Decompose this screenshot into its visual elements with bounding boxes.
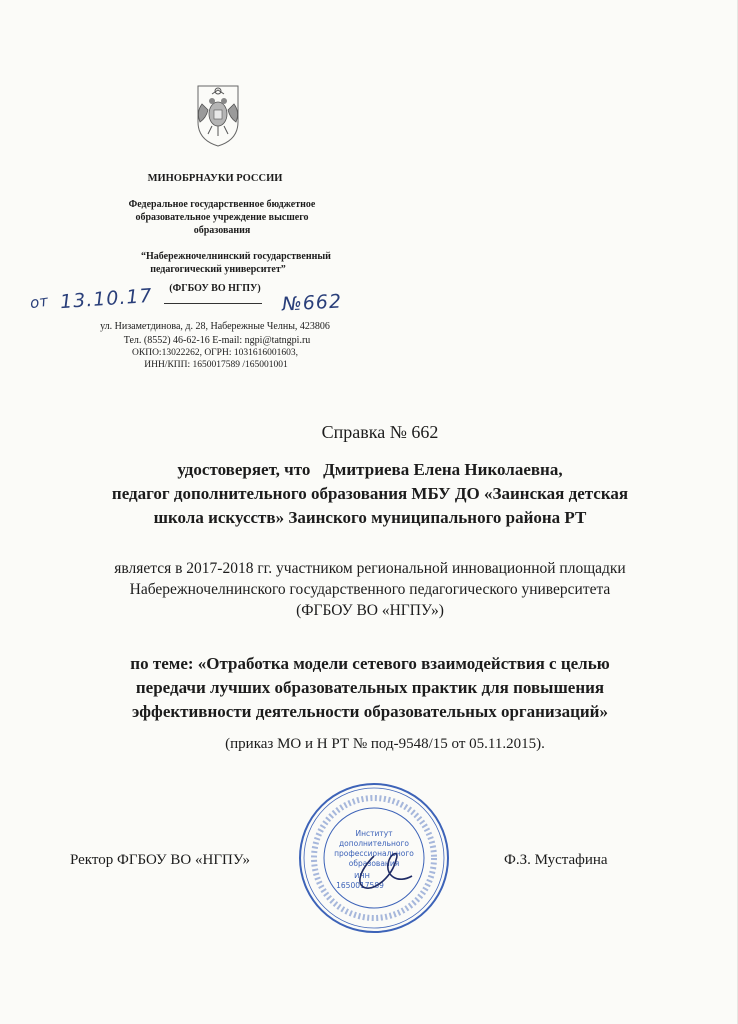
seal-center-line: профессионального: [334, 849, 414, 858]
signature-position: Ректор ФГБОУ ВО «НГПУ»: [70, 852, 250, 868]
university-line-2: педагогический университет”: [150, 264, 286, 275]
seal-inn-label: ИНН: [354, 872, 370, 880]
certifies-line: удостоверяет, что Дмитриева Елена Николаевна,: [177, 460, 563, 479]
topic-paragraph: [40, 652, 700, 724]
address-line: ул. Низаметдинова, д. 28, Набережные Челны, 423806: [100, 321, 330, 332]
topic-line: по теме: «Отработка модели сетевого взаимодействия с целью: [130, 654, 610, 673]
university-abbr: (ФГБОУ ВО НГПУ): [169, 283, 261, 294]
certifies-line: педагог дополнительного образования МБУ ДО «Заинская детская: [111, 484, 629, 503]
okpo-line: ОКПО:13022262, ОГРН: 1031616001603,: [132, 348, 298, 358]
org-line-2: образовательное учреждение высшего: [135, 212, 309, 223]
order-reference: (приказ МО и Н РТ № под-9548/15 от 05.11.2015).: [225, 736, 545, 752]
registration-rule: [164, 303, 262, 304]
certifies-line: школа искусств» Заинского муниципального района РТ: [153, 508, 587, 527]
org-line-3: образования: [193, 225, 251, 236]
participant-line: (ФГБОУ ВО «НГПУ»): [296, 602, 444, 619]
registration-date: 13.10.17: [59, 284, 154, 314]
certificate-title: Справка № 662: [321, 422, 439, 442]
topic-line: передачи лучших образовательных практик для повышения: [135, 678, 605, 697]
ministry-title: МИНОБРНАУКИ РОССИИ: [147, 173, 283, 184]
seal-center-line: дополнительного: [338, 839, 410, 848]
registration-number: №662: [281, 290, 343, 316]
seal-center-line: Институт: [355, 829, 393, 838]
topic-line: эффективности деятельности образовательных организаций»: [132, 702, 608, 721]
contact-line: Тел. (8552) 46-62-16 E-mail: ngpi@tatngpi.ru: [123, 335, 311, 346]
seal-center-line: образования: [348, 859, 400, 868]
participant-line: Набережночелнинского государственного педагогического университета: [129, 581, 611, 598]
signatory-name: Ф.З. Мустафина: [504, 852, 608, 868]
registration-from: от: [28, 291, 50, 313]
participant-paragraph: [40, 558, 700, 621]
certifies-paragraph: [40, 458, 700, 530]
participant-line: является в 2017-2018 гг. участником региональной инновационной площадки: [114, 560, 626, 577]
seal-inn-number: 1650017589: [336, 881, 384, 890]
seal-stamp: [296, 780, 452, 936]
coat-of-arms-icon: [190, 82, 246, 148]
inn-line: ИНН/КПП: 1650017589 /165001001: [144, 360, 288, 370]
university-line-1: “Набережночелнинский государственный: [141, 251, 331, 262]
org-line-1: Федеральное государственное бюджетное: [128, 199, 316, 210]
